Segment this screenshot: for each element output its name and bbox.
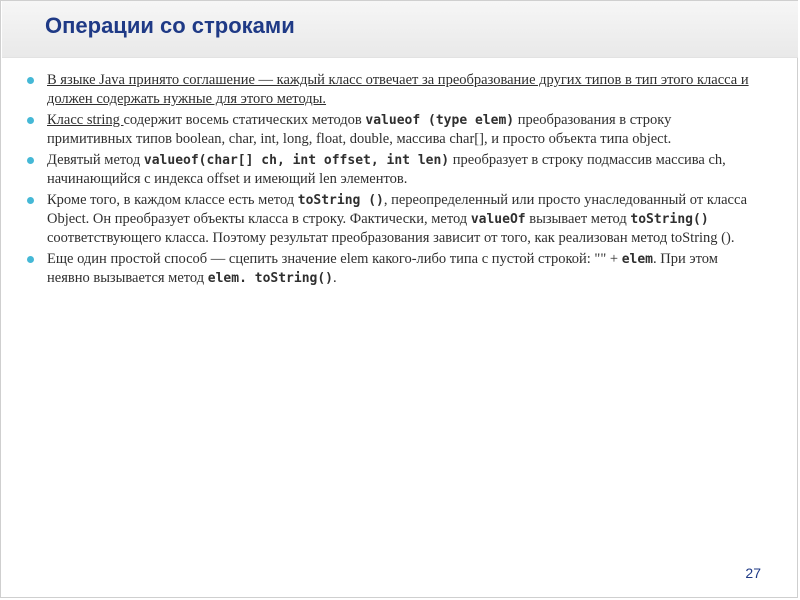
- paragraph-4-text-3: вызывает метод: [525, 211, 631, 227]
- code-valueof: valueOf: [470, 212, 526, 227]
- slide-title: Операции со строками: [45, 13, 295, 38]
- paragraph-3: [27, 151, 757, 189]
- paragraph-4: [27, 191, 757, 248]
- paragraph-5-text-2: . При этом неявно вызывается метод: [47, 251, 718, 286]
- code-tostring: toString (): [297, 193, 384, 208]
- bullet-icon: [27, 197, 34, 204]
- paragraph-3-text-1: Девятый метод: [47, 152, 144, 168]
- code-valueof-char-array: valueof(char[] ch, int offset, int len): [143, 153, 450, 168]
- code-valueof-type: valueof (type elem): [365, 113, 515, 128]
- slide-body: [27, 71, 757, 290]
- paragraph-2-text-1: содержит восемь статических методов: [123, 112, 366, 128]
- paragraph-3-text-2: преобразует в строку подмассив массива ch, начинающийся с индекса offset и имеющий len элементов.: [47, 152, 726, 187]
- code-elem: elem: [621, 252, 654, 267]
- paragraph-5-text-3: .: [333, 270, 337, 286]
- page-number: 27: [745, 565, 761, 581]
- bullet-icon: [27, 157, 34, 164]
- paragraph-4-text-1: Кроме того, в каждом классе есть метод: [47, 192, 298, 208]
- paragraph-2-text-2: преобразования в строку примитивных типов boolean, char, int, long, float, double, массива char[], и просто объекта типа object.: [47, 112, 672, 147]
- paragraph-4-text-2: , переопределенный или просто унаследованный от класса Object. Он преобразует объекты класса в строку. Фактически, метод: [47, 192, 748, 227]
- bullet-icon: [27, 117, 34, 124]
- paragraph-1: [27, 71, 757, 109]
- code-elem-tostring: elem. toString(): [207, 271, 334, 286]
- bullet-icon: [27, 77, 34, 84]
- paragraph-1-text: В языке Java принято соглашение — каждый класс отвечает за преобразование других типов в тип этого класса и должен содержать нужные для этого методы.: [47, 72, 749, 107]
- paragraph-4-text-4: соответствующего класса. Поэтому результат преобразования зависит от того, как реализован метод toString ().: [47, 230, 735, 246]
- bullet-icon: [27, 256, 34, 263]
- class-string-label: Класс string: [47, 112, 124, 128]
- paragraph-2: [27, 111, 757, 149]
- paragraph-5-text-1: Еще один простой способ — сцепить значение elem какого-либо типа с пустой строкой: "" +: [47, 251, 622, 267]
- paragraph-5: [27, 250, 757, 288]
- code-tostring-2: toString(): [630, 212, 709, 227]
